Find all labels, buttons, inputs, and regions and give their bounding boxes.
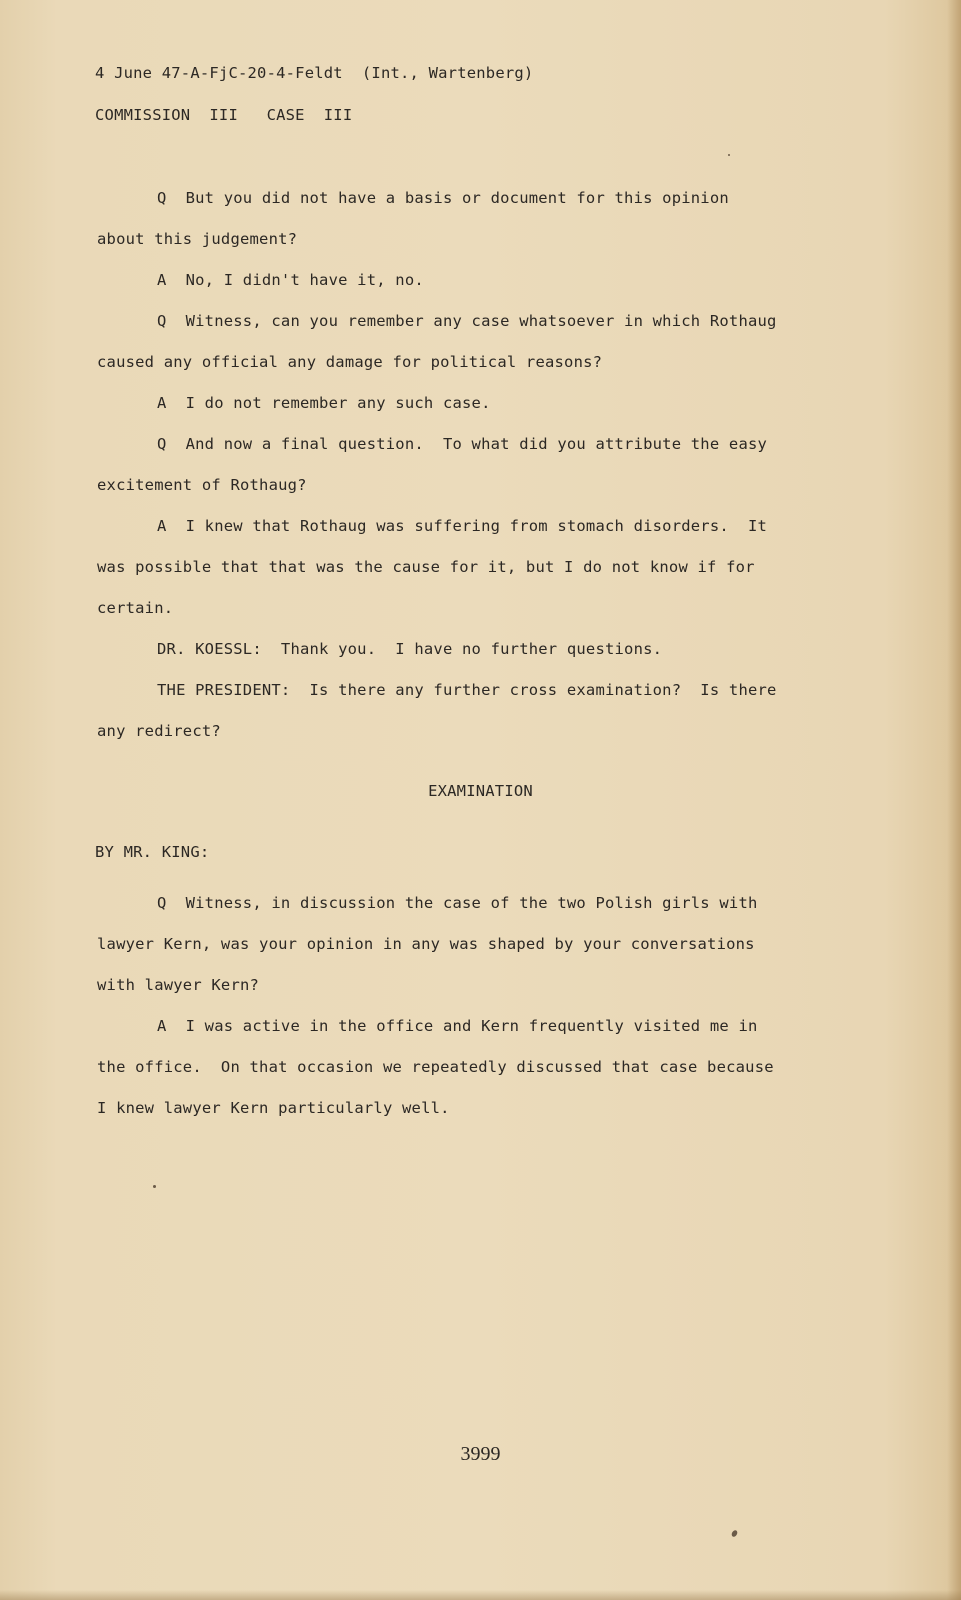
text-line: any redirect? bbox=[97, 722, 221, 740]
examiner-line: BY MR. KING: bbox=[95, 843, 210, 861]
paper-speck bbox=[153, 1185, 156, 1188]
speaker-line: THE PRESIDENT: Is there any further cross examination? Is there bbox=[157, 681, 777, 699]
answer-line: A I was active in the office and Kern frequently visited me in bbox=[157, 1017, 758, 1035]
paper-speck bbox=[731, 1529, 739, 1538]
answer-line: A I knew that Rothaug was suffering from stomach disorders. It bbox=[157, 517, 768, 535]
question-line: Q But you did not have a basis or document for this opinion bbox=[157, 189, 729, 207]
commission-line: COMMISSION III CASE III bbox=[95, 106, 353, 124]
answer-line: A No, I didn't have it, no. bbox=[157, 271, 424, 289]
header-line: 4 June 47-A-FjC-20-4-Feldt (Int., Wartenberg) bbox=[95, 64, 534, 82]
text-line: caused any official any damage for political reasons? bbox=[97, 353, 603, 371]
section-heading: EXAMINATION bbox=[428, 782, 533, 800]
page-number: 3999 bbox=[460, 1443, 501, 1465]
question-line: Q Witness, in discussion the case of the two Polish girls with bbox=[157, 894, 758, 912]
text-line: was possible that that was the cause for it, but I do not know if for bbox=[97, 558, 755, 576]
text-line: excitement of Rothaug? bbox=[97, 476, 307, 494]
text-line: with lawyer Kern? bbox=[97, 976, 260, 994]
paper-bottom-shadow bbox=[0, 1590, 961, 1600]
text-line: about this judgement? bbox=[97, 230, 298, 248]
paper-edge-shadow bbox=[947, 0, 961, 1600]
text-line: I knew lawyer Kern particularly well. bbox=[97, 1099, 450, 1117]
question-line: Q Witness, can you remember any case whatsoever in which Rothaug bbox=[157, 312, 777, 330]
speaker-line: DR. KOESSL: Thank you. I have no further questions. bbox=[157, 640, 663, 658]
paper-speck bbox=[728, 154, 730, 156]
question-line: Q And now a final question. To what did you attribute the easy bbox=[157, 435, 768, 453]
text-line: the office. On that occasion we repeatedly discussed that case because bbox=[97, 1058, 774, 1076]
answer-line: A I do not remember any such case. bbox=[157, 394, 491, 412]
text-line: certain. bbox=[97, 599, 174, 617]
text-line: lawyer Kern, was your opinion in any was shaped by your conversations bbox=[97, 935, 755, 953]
